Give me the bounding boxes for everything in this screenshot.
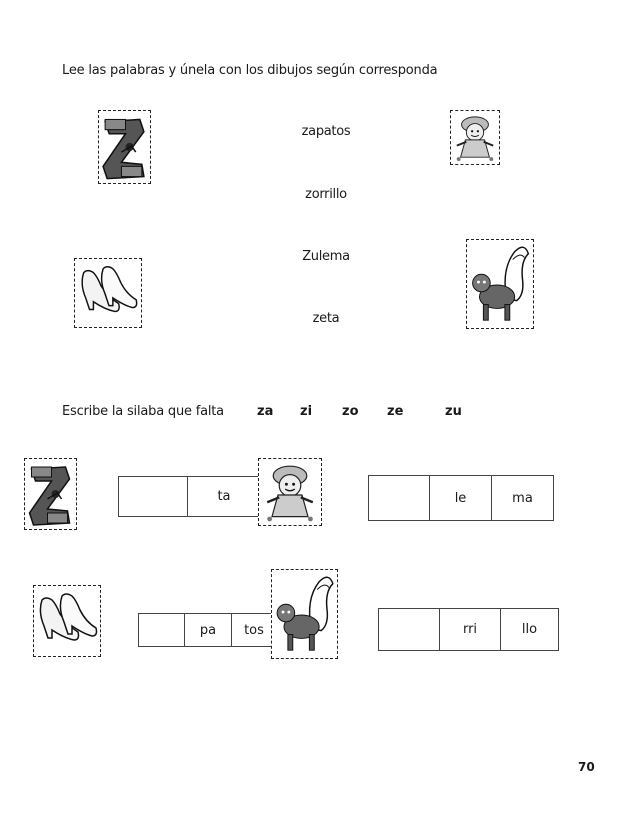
syllable-ze: ze <box>387 404 404 419</box>
syllable-row-zulema <box>368 475 554 521</box>
girl-icon[interactable] <box>450 110 500 165</box>
syllable-zi: zi <box>300 404 313 419</box>
syllable-zu: zu <box>445 404 462 419</box>
syllable-cell: pa <box>185 614 232 647</box>
answer-cell[interactable] <box>119 477 188 517</box>
syllable-cell: le <box>430 476 492 521</box>
word-zapatos[interactable]: zapatos <box>301 124 351 139</box>
syllable-row-zapatos <box>138 613 277 647</box>
answer-cell[interactable] <box>379 609 440 651</box>
match-instruction: Lee las palabras y únela con los dibujos según corresponda <box>62 63 438 78</box>
syllable-cell: llo <box>501 609 559 651</box>
skunk-icon[interactable] <box>271 569 338 659</box>
answer-cell[interactable] <box>369 476 430 521</box>
word-zeta[interactable]: zeta <box>312 311 340 326</box>
letter-z-icon[interactable] <box>98 110 151 184</box>
syllable-cell: rri <box>440 609 501 651</box>
syllable-row-zorrillo <box>378 608 559 651</box>
syllable-cell: tos <box>232 614 277 647</box>
skunk-icon[interactable] <box>466 239 534 329</box>
page-number: 70 <box>578 760 595 774</box>
answer-cell[interactable] <box>139 614 185 647</box>
shoes-icon[interactable] <box>33 585 101 657</box>
shoes-icon[interactable] <box>74 258 142 328</box>
syllable-zo: zo <box>342 404 359 419</box>
syllable-row-zeta <box>118 476 261 517</box>
syllable-cell: ma <box>492 476 554 521</box>
girl-icon[interactable] <box>258 458 322 526</box>
word-zulema[interactable]: Zulema <box>302 249 350 264</box>
syllable-za: za <box>257 404 274 419</box>
letter-z-icon[interactable] <box>24 458 77 530</box>
syllable-cell: ta <box>188 477 261 517</box>
syllable-instruction: Escribe la silaba que falta <box>62 404 224 419</box>
word-zorrillo[interactable]: zorrillo <box>305 187 347 202</box>
